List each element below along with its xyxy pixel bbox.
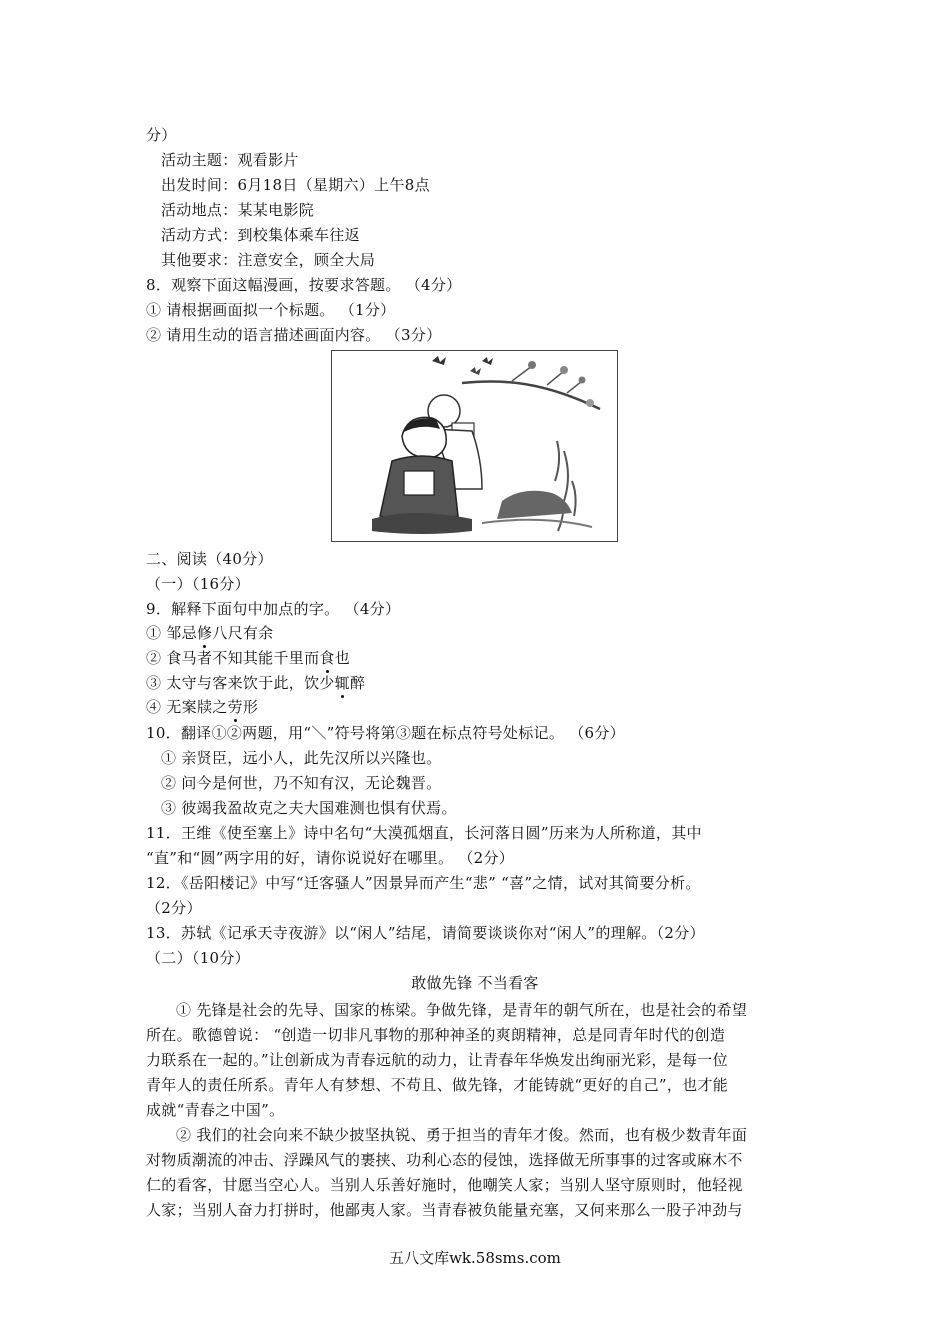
paragraph-1-line: 力联系在一起的。”让创新成为青春远航的动力，让青春年华焕发出绚丽光彩，是每一位 — [146, 1051, 728, 1069]
question-10-item-2: ② 问今是何世，乃不知有汉，无论魏晋。 — [161, 774, 442, 792]
cartoon-image — [331, 350, 618, 542]
footer-watermark: 五八文库wk.58sms.com — [389, 1249, 561, 1267]
question-11-line-1: 11．王维《使至塞上》诗中名句“大漠孤烟直，长河落日圆”历来为人所称道，其中 — [146, 824, 702, 842]
question-9-item-3: ③ 太守与客来饮于此，饮少辄醉 — [146, 674, 366, 692]
activity-location: 活动地点：某某电影院 — [161, 201, 315, 219]
dotted-char: 食 — [319, 649, 335, 667]
paragraph-2-line: 仁的看客，甘愿当空心人。当别人乐善好施时，他嘲笑人家；当别人坚守原则时，他轻视 — [146, 1176, 743, 1194]
dotted-char: 辄 — [334, 674, 350, 692]
question-10-item-1: ① 亲贤臣，远小人，此先汉所以兴隆也。 — [161, 749, 442, 767]
section-part-2: （二）（10分） — [146, 949, 250, 967]
paragraph-1-line: 所在。歌德曾说： “创造一切非凡事物的那种神圣的爽朗精神，总是同青年时代的创造 — [146, 1026, 726, 1044]
activity-theme: 活动主题：观看影片 — [161, 151, 299, 169]
question-12-line-1: 12．《岳阳楼记》中写“迁客骚人”因景异而产生“悲” “喜”之情，试对其简要分析。 — [146, 874, 701, 892]
question-9-item-2: ② 食马者不知其能千里而食也 — [146, 649, 350, 667]
text-line: 分） — [146, 126, 177, 144]
section-part-1: （一）（16分） — [146, 575, 250, 593]
question-10: 10．翻译①②两题，用“＼”符号将第③题在标点符号处标记。 （6分） — [146, 724, 625, 742]
dotted-char: 劳 — [227, 698, 243, 716]
question-13: 13．苏轼《记承天寺夜游》以“闲人”结尾，请简要谈谈你对“闲人”的理解。（2分） — [146, 924, 705, 942]
question-9: 9．解释下面句中加点的字。 （4分） — [146, 600, 401, 618]
departure-time: 出发时间：6月18日（星期六）上午8点 — [161, 176, 430, 194]
paragraph-2-line: ② 我们的社会向来不缺少披坚执锐、勇于担当的青年才俊。然而，也有极少数青年面 — [176, 1126, 748, 1144]
question-8-part-2: ② 请用生动的语言描述画面内容。 （3分） — [146, 326, 442, 344]
section-reading: 二、阅读（40分） — [146, 550, 273, 568]
paragraph-2-line: 人家；当别人奋力打拼时，他鄙夷人家。当青春被负能量充塞，又何来那么一股子冲劲与 — [146, 1201, 743, 1219]
paragraph-2-line: 对物质潮流的冲击、浮躁风气的裹挟、功利心态的侵蚀，选择做无所事事的过客或麻木不 — [146, 1151, 743, 1169]
question-10-item-3: ③ 彼竭我盈故克之夫大国难测也惧有伏焉。 — [161, 799, 457, 817]
paragraph-1-line: ① 先锋是社会的先导、国家的栋梁。争做先锋，是青年的朝气所在，也是社会的希望 — [176, 1001, 748, 1019]
question-8: 8．观察下面这幅漫画，按要求答题。 （4分） — [146, 276, 462, 294]
paragraph-1-line: 青年人的责任所系。青年人有梦想、不苟且、做先锋，才能铸就“更好的自己”，也才能 — [146, 1076, 729, 1094]
question-11-line-2: “直”和“圆”两字用的好，请你说说好在哪里。 （2分） — [146, 849, 515, 867]
question-8-part-1: ① 请根据画面拟一个标题。 （1分） — [146, 301, 396, 319]
cartoon-illustration — [332, 351, 617, 541]
question-9-item-4: ④ 无案牍之劳形 — [146, 698, 259, 716]
dotted-char: 修 — [196, 624, 213, 642]
paragraph-1-line: 成就“青春之中国”。 — [146, 1101, 285, 1119]
activity-method: 活动方式：到校集体乘车往返 — [161, 226, 360, 244]
question-9-item-1: ① 邹忌修八尺有余 — [146, 624, 274, 642]
essay-title: 敢做先锋 不当看客 — [411, 974, 539, 992]
other-requirements: 其他要求：注意安全，顾全大局 — [161, 251, 376, 269]
question-12-line-2: （2分） — [146, 899, 202, 917]
